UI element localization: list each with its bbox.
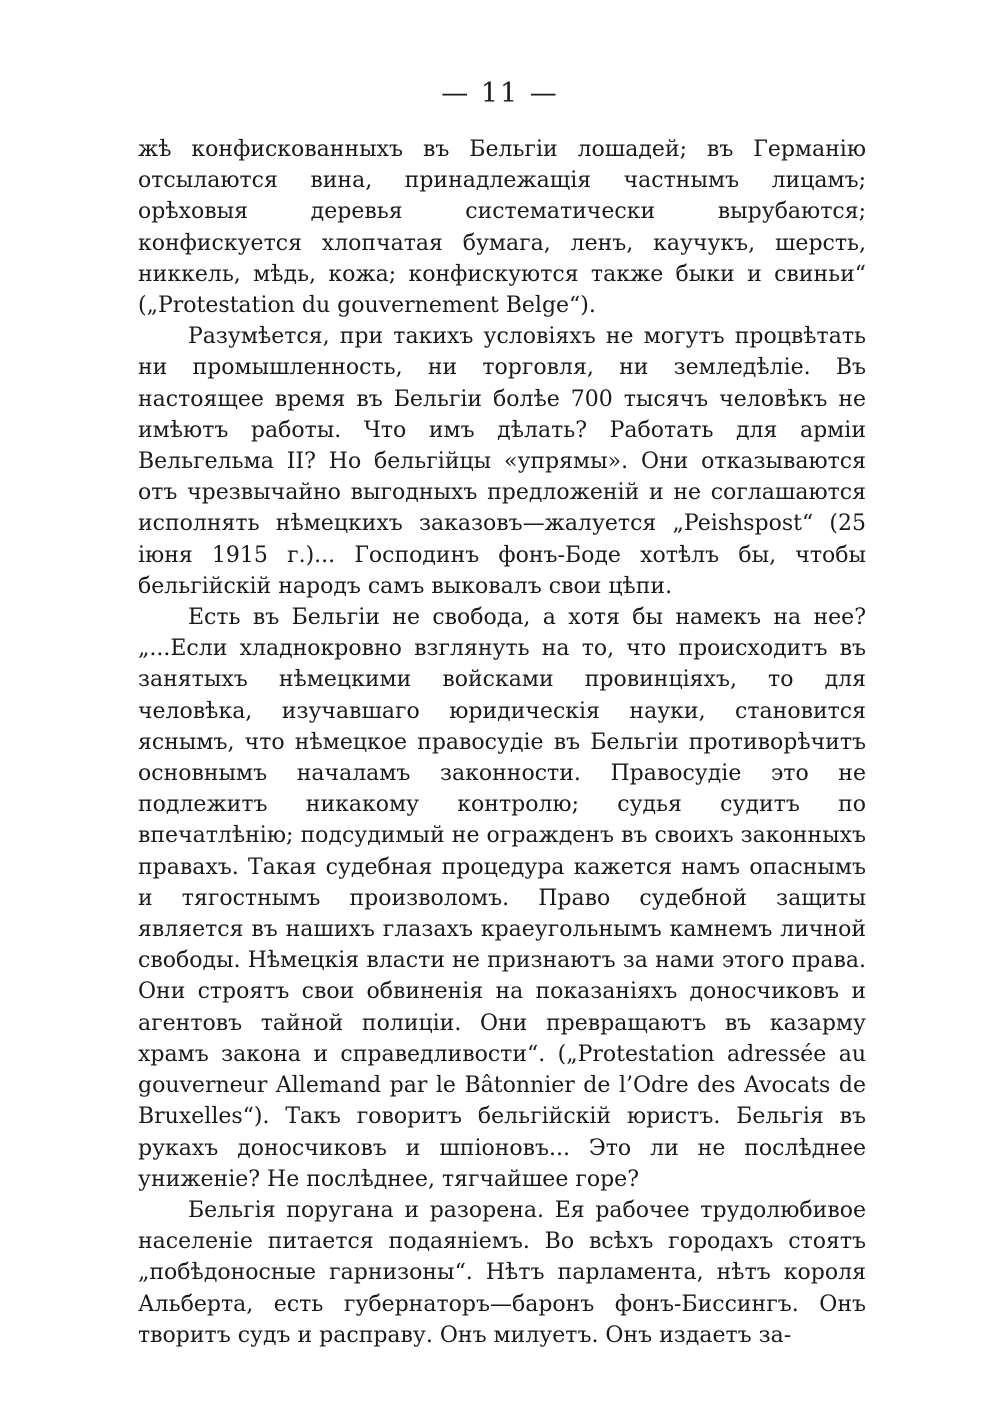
paragraph-freedom: Есть въ Бельгіи не свобода, а хотя бы намекъ на нее? „...Если хладнокровно взглянуть на то, что происходитъ въ занятыхъ нѣмецкими войсками провинціяхъ, то для человѣка, изучавшаго юридическія науки, становится яснымъ, что нѣмецкое правосудіе въ Бельгіи противорѣчитъ основнымъ началамъ законности. Правосудіе это не подлежитъ никакому контролю; судья судитъ по впечатлѣнію; подсудимый не огражденъ въ своихъ законныхъ правахъ. Такая судебная процедура кажется намъ опаснымъ и тягостнымъ произволомъ. Право судебной защиты является въ нашихъ глазахъ краеугольнымъ камнемъ личной свободы. Нѣмецкія власти не признаютъ за нами этого права. Они строятъ свои обвиненія на показаніяхъ доносчиковъ и агентовъ тайной полиціи. Они превращаютъ въ казарму храмъ закона и справедливости“. („Protestation adressée au gouverneur Allemand par le Bâtonnier de l’Odre des Avocats de Bruxelles“). Такъ говоритъ бельгійскій юристъ. Бельгія въ рукахъ доносчиковъ и шпіоновъ... Это ли не послѣднее униженіе? Не послѣднее, тягчайшее горе? — [138, 605, 866, 1192]
text-body — [138, 134, 866, 1351]
paragraph-continuation: жѣ конфискованныхъ въ Бельгіи лошадей; въ Германію отсылаются вина, принадлежащія частнымъ лицамъ; орѣховыя деревья систематически вырубаются; конфискуется хлопчатая бумага, ленъ, каучукъ, шерсть, никкель, мѣдь, кожа; конфискуются также быки и свиньи“ („Protestation du gouvernement Belge“). — [138, 137, 866, 319]
page-number: — 11 — — [441, 78, 559, 109]
paragraph-belgium-ruined: Бельгія поругана и разорена. Ея рабочее трудолюбивое населеніе питается подаяніемъ. Во всѣхъ городахъ стоятъ „побѣдоносные гарнизоны“. Нѣтъ парламента, нѣтъ короля Альберта, есть губернаторъ—баронъ фонъ-Биссингъ. Онъ творитъ судъ и расправу. Онъ милуетъ. Онъ издаетъ за- — [138, 1197, 866, 1348]
paragraph-industry: Разумѣется, при такихъ условіяхъ не могутъ процвѣтать ни промышленность, ни торговля, ни земледѣліе. Въ настоящее время въ Бельгіи болѣе 700 тысячъ человѣкъ не имѣютъ работы. Что имъ дѣлать? Работать для арміи Вельгельма II? Но бельгійцы «упрямы». Они отказываются отъ чрезвычайно выгодныхъ предложеній и не соглашаются исполнять нѣмецкихъ заказовъ—жалуется „Peishspost“ (25 іюня 1915 г.)... Господинъ фонъ-Боде хотѣлъ бы, чтобы бельгійскій народъ самъ выковалъ свои цѣпи. — [138, 324, 866, 599]
